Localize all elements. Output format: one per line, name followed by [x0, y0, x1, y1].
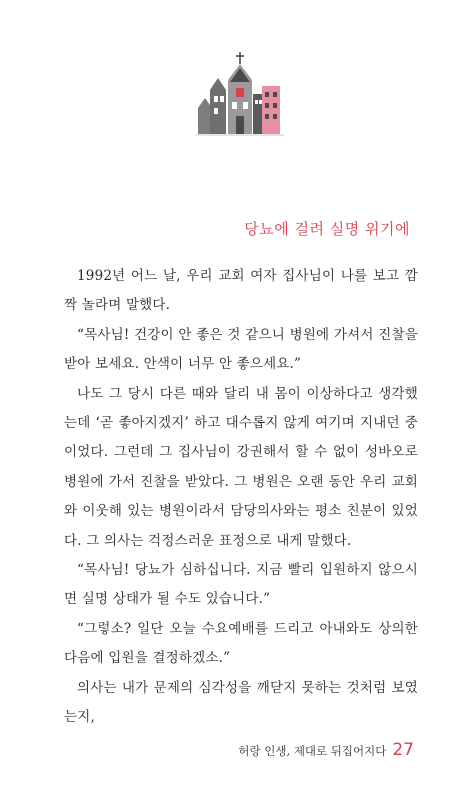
church-buildings-icon [196, 50, 284, 142]
paragraph: 1992년 어느 날, 우리 교회 여자 집사님이 나를 보고 깜짝 놀라며 말했다. [64, 268, 418, 314]
paragraph: “목사님! 건강이 안 좋은 것 같으니 병원에 가셔서 진찰을 받아 보세요. 안색이 너무 안 좋으세요.” [64, 326, 418, 373]
page-footer [238, 740, 414, 760]
paragraph: 의사는 내가 문제의 심각성을 깨닫지 못하는 것처럼 보였는지, [64, 679, 418, 726]
body-text [64, 262, 418, 733]
chapter-title: 당뇨에 걸려 실명 위기에 [244, 220, 410, 238]
page-number: 27 [392, 740, 414, 760]
paragraph: “목사님! 당뇨가 심하십니다. 지금 빨리 입원하지 않으시면 실명 상태가 될 수도 있습니다.” [64, 562, 418, 608]
paragraph: 나도 그 당시 다른 때와 달리 내 몸이 이상하다고 생각했는데 ‘곧 좋아지겠지’ 하고 대수롭지 않게 여기며 지내던 중이었다. 그런데 그 집사님이 강권해서 할 수 없이 성바오로 병원에 가서 진찰을 받았다. 그 병원은 오랜 동안 우리 교회와 이웃해 있는 병원이라서 담당의사와는 평소 친분이 있었다. 그 의사는 걱정스러운 표정으로 내게 말했다. [64, 385, 418, 549]
paragraph: “그렇소? 일단 오늘 수요예배를 드리고 아내와도 상의한 다음에 입원을 결정하겠소.” [64, 620, 418, 667]
running-footer-title: 허랑 인생, 제대로 뒤집어지다 [238, 744, 387, 758]
